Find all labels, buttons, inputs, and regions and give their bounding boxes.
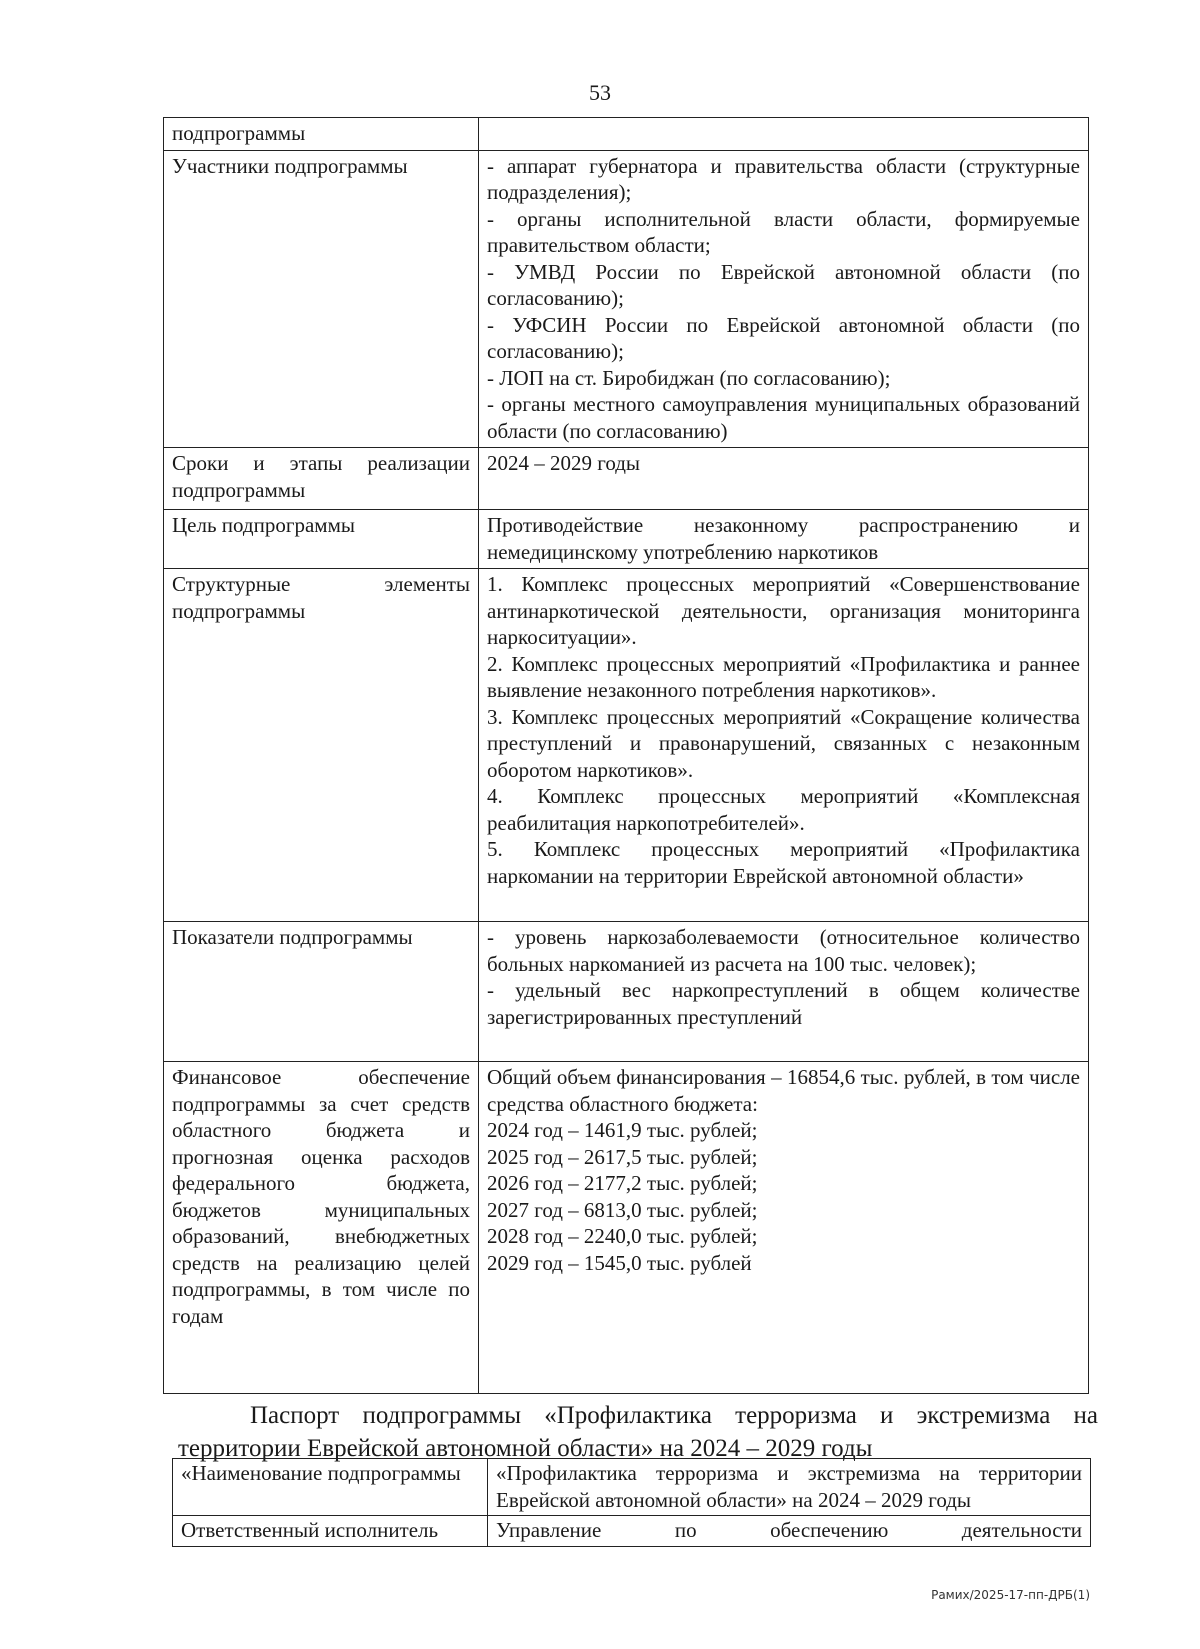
participant-item: - органы местного самоуправления муниципальных образований области (по согласованию) (487, 392, 1080, 443)
table-row (164, 448, 1089, 510)
financing-year: 2026 год – 2177,2 тыс. рублей; (487, 1171, 758, 1195)
structural-element-item: 2. Комплекс процессных мероприятий «Профилактика и раннее выявление незаконного потребления наркотиков». (487, 651, 1080, 702)
document-code: Рамих/2025-17-пп-ДРБ(1) (931, 1588, 1090, 1602)
row-label: Показатели подпрограммы (164, 922, 479, 1062)
structural-element-item: 5. Комплекс процессных мероприятий «Профилактика наркомании на территории Еврейской автономной области» (487, 837, 1080, 888)
row-value: 2024 – 2029 годы (479, 448, 1089, 510)
row-label: Цель подпрограммы (164, 510, 479, 569)
section-heading-text: Паспорт подпрограммы «Профилактика терроризма и экстремизма на территории Еврейской автономной области» на 2024 – 2029 годы (178, 1402, 1098, 1462)
subprogram-passport-table (163, 117, 1089, 1394)
structural-element-item: 1. Комплекс процессных мероприятий «Совершенствование антинаркотической деятельности, организация мониторинга наркоситуации». (487, 572, 1080, 649)
row-value: Противодействие незаконному распространению и немедицинскому употреблению наркотиков (479, 510, 1089, 569)
financing-year: 2028 год – 2240,0 тыс. рублей; (487, 1224, 758, 1248)
indicator-item: - удельный вес наркопреступлений в общем количестве зарегистрированных преступлений (487, 978, 1080, 1029)
participant-item: - органы исполнительной власти области, формируемые правительством области; (487, 206, 1080, 257)
row-value (479, 1062, 1089, 1394)
table-row (164, 922, 1089, 1062)
participant-item: - аппарат губернатора и правительства области (структурные подразделения); (487, 153, 1080, 204)
row-value (479, 150, 1089, 448)
row-label: Сроки и этапы реализации подпрограммы (164, 448, 479, 510)
row-value (479, 922, 1089, 1062)
row-label: Структурные элементы подпрограммы (164, 569, 479, 922)
section-heading (178, 1399, 1098, 1465)
table-row (173, 1459, 1091, 1516)
page-number: 53 (589, 80, 611, 105)
table-row (164, 569, 1089, 922)
financing-year: 2025 год – 2617,5 тыс. рублей; (487, 1144, 758, 1169)
row-label: Финансовое обеспечение подпрограммы за счет средств областного бюджета и прогнозная оценка расходов федерального бюджета, бюджетов муниципальных образований, внебюджетных средств на реализацию целей подпрограммы, в том числе по годам (164, 1062, 479, 1394)
structural-element-item: 3. Комплекс процессных мероприятий «Сокращение количества преступлений и правонарушений, связанных с незаконным оборотом наркотиков». (487, 704, 1080, 782)
participant-item: - УМВД России по Еврейской автономной области (по согласованию); (487, 259, 1080, 310)
row-label: подпрограммы (164, 118, 479, 151)
financing-total: Общий объем финансирования – 16854,6 тыс. рублей, в том числе средства областного бюджета: (487, 1065, 1080, 1116)
row-label: Участники подпрограммы (164, 150, 479, 448)
row-value: Управление по обеспечению деятельности (488, 1516, 1091, 1547)
participant-item: - УФСИН России по Еврейской автономной области (по согласованию); (487, 312, 1080, 363)
row-value (479, 569, 1089, 922)
table-row (173, 1516, 1091, 1547)
terrorism-passport-table (172, 1458, 1091, 1547)
financing-year: 2029 год – 1545,0 тыс. рублей (487, 1250, 752, 1275)
table-row (164, 510, 1089, 569)
row-value (479, 118, 1089, 151)
row-label: Ответственный исполнитель (173, 1516, 488, 1547)
table-row (164, 118, 1089, 151)
financing-year: 2027 год – 6813,0 тыс. рублей; (487, 1197, 758, 1222)
row-value: «Профилактика терроризма и экстремизма на территории Еврейской автономной области» на 2024 – 2029 годы (488, 1459, 1091, 1516)
participant-item: - ЛОП на ст. Биробиджан (по согласованию); (487, 365, 891, 390)
structural-element-item: 4. Комплекс процессных мероприятий «Комплексная реабилитация наркопотребителей». (487, 784, 1080, 835)
indicator-item: - уровень наркозаболеваемости (относительное количество больных наркоманией из расчета на 100 тыс. человек); (487, 925, 1080, 976)
row-label: «Наименование подпрограммы (173, 1459, 488, 1516)
table-row (164, 1062, 1089, 1394)
financing-year: 2024 год – 1461,9 тыс. рублей; (487, 1118, 758, 1142)
table-row (164, 150, 1089, 448)
